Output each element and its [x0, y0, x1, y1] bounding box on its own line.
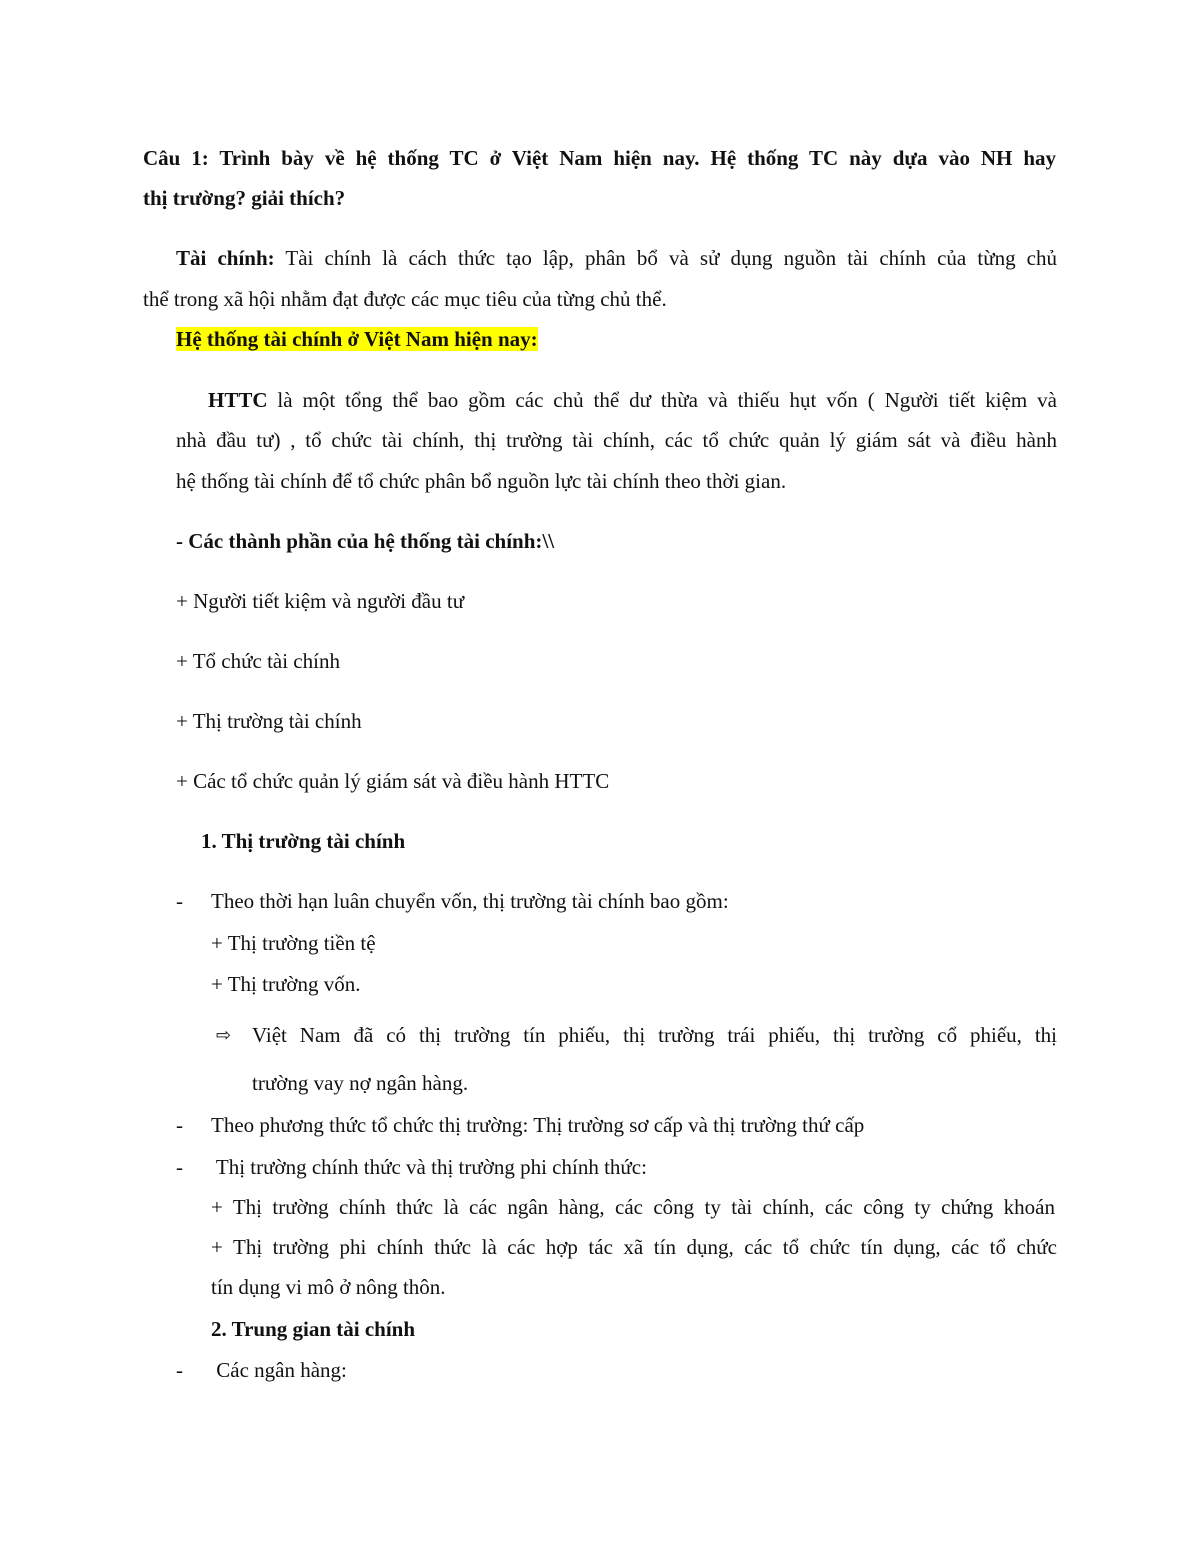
section-1-title: 1. Thị trường tài chính	[201, 829, 406, 853]
component-item: + Người tiết kiệm và người đầu tư	[176, 589, 465, 613]
list-dash: -	[176, 1113, 183, 1137]
highlight-heading-line	[176, 325, 538, 353]
highlight-heading: Hệ thống tài chính ở Việt Nam hiện nay:	[176, 327, 538, 351]
httc-line-2: nhà đầu tư) , tổ chức tài chính, thị trường tài chính, các tổ chức quản lý giám sát và điều hành	[176, 428, 1057, 452]
formal-text: Thị trường chính thức và thị trường phi chính thức:	[211, 1155, 647, 1179]
definition-line-2: thể trong xã hội nhằm đạt được các mục tiêu của từng chủ thể.	[143, 287, 667, 311]
list-dash: -	[176, 889, 183, 913]
component-item: + Tổ chức tài chính	[176, 649, 340, 673]
httc-line-1	[208, 386, 1057, 414]
informal-item-2: tín dụng vi mô ở nông thôn.	[211, 1275, 446, 1299]
section-2-title: 2. Trung gian tài chính	[211, 1317, 416, 1341]
httc-term: HTTC	[208, 388, 268, 412]
httc-text-1: là một tổng thể bao gồm các chủ thể dư thừa và thiếu hụt vốn ( Người tiết kiệm và	[267, 388, 1057, 412]
httc-line-3: hệ thống tài chính để tổ chức phân bổ nguồn lực tài chính theo thời gian.	[176, 469, 787, 493]
arrow-icon: ⇨	[216, 1025, 232, 1046]
components-heading: - Các thành phần của hệ thống tài chính:\\	[176, 529, 555, 553]
definition-term: Tài chính:	[176, 246, 275, 270]
list-dash: -	[176, 1358, 183, 1382]
by-term-text: Theo thời hạn luân chuyển vốn, thị trường tài chính bao gồm:	[211, 889, 729, 913]
definition-line-1	[176, 244, 1057, 272]
banks-text: Các ngân hàng:	[211, 1358, 347, 1382]
by-term-item: + Thị trường tiền tệ	[211, 931, 376, 955]
formal-item: + Thị trường chính thức là các ngân hàng, các công ty tài chính, các công ty chứng khoán	[211, 1195, 1055, 1219]
definition-text-1: Tài chính là cách thức tạo lập, phân bổ và sử dụng nguồn tài chính của từng chủ	[274, 246, 1057, 270]
component-item: + Các tổ chức quản lý giám sát và điều hành HTTC	[176, 769, 610, 793]
arrow-text-2: trường vay nợ ngân hàng.	[252, 1071, 469, 1095]
list-dash: -	[176, 1155, 183, 1179]
question-line-2: thị trường? giải thích?	[143, 186, 346, 210]
by-org-text: Theo phương thức tổ chức thị trường: Thị trường sơ cấp và thị trường thứ cấp	[211, 1113, 865, 1137]
question-line-1: Câu 1: Trình bày về hệ thống TC ở Việt Nam hiện nay. Hệ thống TC này dựa vào NH hay	[143, 146, 1056, 170]
component-item: + Thị trường tài chính	[176, 709, 362, 733]
by-term-item: + Thị trường vốn.	[211, 972, 361, 996]
informal-item-1: + Thị trường phi chính thức là các hợp tác xã tín dụng, các tổ chức tín dụng, các tổ chức	[211, 1235, 1057, 1259]
arrow-text-1: Việt Nam đã có thị trường tín phiếu, thị trường trái phiếu, thị trường cổ phiếu, thị	[252, 1023, 1057, 1047]
